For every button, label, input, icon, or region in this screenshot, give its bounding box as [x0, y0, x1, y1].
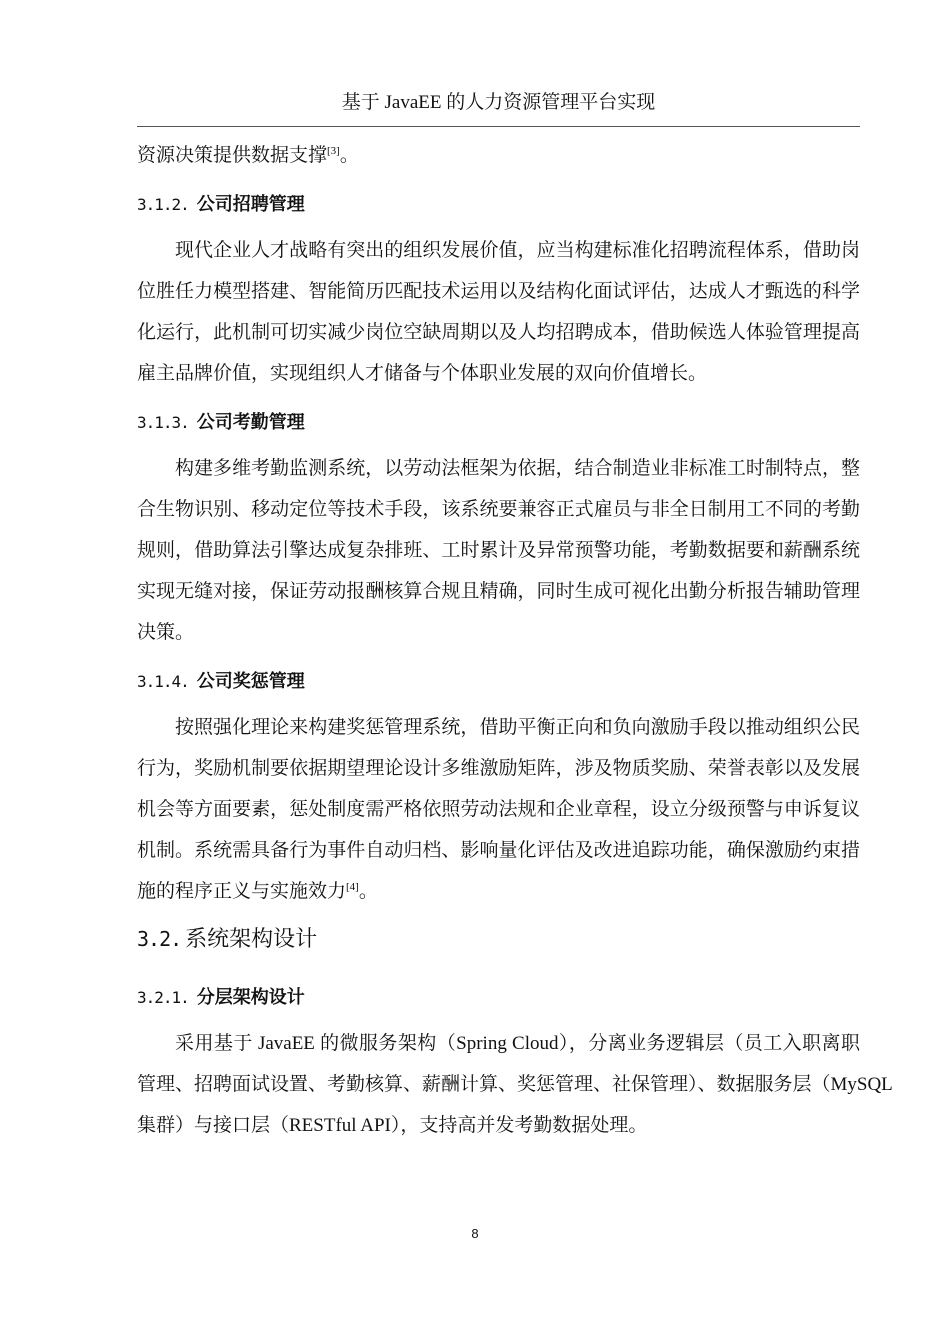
paragraph-line	[137, 748, 860, 789]
paragraph-line	[137, 1105, 860, 1146]
line-text: 资源决策提供数据支撑	[137, 144, 328, 166]
subsection-heading	[137, 653, 860, 707]
citation-ref: [3]	[327, 144, 340, 157]
line-punct: 。	[358, 880, 378, 902]
line-text: 集群）与接口层（RESTful API），支持高并发考勤数据处理。	[137, 1114, 648, 1136]
line-text: 规则，借助算法引擎达成复杂排班、工时累计及异常预警功能，考勤数据要和薪酬系统	[137, 539, 860, 561]
line-text: 合生物识别、移动定位等技术手段，该系统要兼容正式雇员与非全日制用工不同的考勤	[137, 498, 860, 520]
citation-ref: [4]	[346, 880, 359, 893]
paragraph	[137, 707, 860, 912]
paragraph	[137, 1023, 893, 1146]
paragraph-line	[137, 271, 860, 312]
paragraph	[137, 135, 860, 176]
line-text: 机制。系统需具备行为事件自动归档、影响量化评估及改进追踪功能，确保激励约束措	[137, 839, 860, 861]
line-text: 按照强化理论来构建奖惩管理系统，借助平衡正向和负向激励手段以推动组织公民	[175, 716, 860, 738]
paragraph-line	[137, 135, 860, 176]
paragraph	[137, 448, 860, 653]
subsection-heading	[137, 969, 860, 1023]
heading-title: 系统架构设计	[185, 926, 318, 952]
paragraph	[137, 230, 860, 394]
line-text: 雇主品牌价值，实现组织人才储备与个体职业发展的双向价值增长。	[137, 362, 708, 384]
page-number: 8	[471, 1226, 479, 1241]
line-text: 施的程序正义与实施效力	[137, 880, 347, 902]
paragraph-line	[137, 612, 860, 653]
heading-number: 3.1.3.	[137, 412, 189, 432]
paragraph-line	[137, 830, 860, 871]
line-text: 现代企业人才战略有突出的组织发展价值，应当构建标准化招聘流程体系，借助岗	[175, 239, 860, 261]
line-text: 决策。	[137, 621, 195, 643]
paragraph-line	[137, 1064, 893, 1105]
heading-title: 公司招聘管理	[196, 193, 305, 215]
heading-title: 分层架构设计	[196, 986, 305, 1008]
paragraph-line	[137, 530, 860, 571]
line-text: 位胜任力模型搭建、智能简历匹配技术运用以及结构化面试评估，达成人才甄选的科学	[137, 280, 860, 302]
paragraph-line	[137, 489, 860, 530]
heading-number: 3.2.	[137, 926, 182, 951]
line-text: 采用基于 JavaEE 的微服务架构（Spring Cloud），分离业务逻辑层（员工入职离职	[175, 1032, 860, 1054]
line-text: 管理、招聘面试设置、考勤核算、薪酬计算、奖惩管理、社保管理）、数据服务层（MySQL	[137, 1073, 893, 1095]
paragraph-line	[137, 230, 860, 271]
heading-number: 3.1.4.	[137, 671, 189, 691]
heading-number: 3.2.1.	[137, 987, 189, 1007]
running-header: 基于 JavaEE 的人力资源管理平台实现	[341, 92, 656, 113]
paragraph-line	[137, 707, 860, 748]
header-rule	[137, 126, 860, 127]
paragraph-line	[137, 571, 860, 612]
heading-title: 公司奖惩管理	[196, 670, 305, 692]
line-text: 机会等方面要素，惩处制度需严格依照劳动法规和企业章程，设立分级预警与申诉复议	[137, 798, 860, 820]
document-body	[137, 135, 893, 1146]
line-text: 化运行，此机制可切实减少岗位空缺周期以及人均招聘成本，借助候选人体验管理提高	[137, 321, 860, 343]
paragraph-line	[137, 353, 860, 394]
line-punct: 。	[339, 144, 359, 166]
paragraph-line	[137, 1023, 860, 1064]
paragraph-line	[137, 789, 860, 830]
paragraph-line	[137, 871, 860, 912]
heading-title: 公司考勤管理	[196, 411, 305, 433]
section-heading	[137, 912, 860, 969]
paragraph-line	[137, 448, 860, 489]
subsection-heading	[137, 176, 860, 230]
heading-number: 3.1.2.	[137, 194, 189, 214]
line-text: 行为，奖励机制要依据期望理论设计多维激励矩阵，涉及物质奖励、荣誉表彰以及发展	[137, 757, 860, 779]
subsection-heading	[137, 394, 860, 448]
line-text: 实现无缝对接，保证劳动报酬核算合规且精确，同时生成可视化出勤分析报告辅助管理	[137, 580, 860, 602]
line-text: 构建多维考勤监测系统，以劳动法框架为依据，结合制造业非标准工时制特点，整	[175, 457, 860, 479]
paragraph-line	[137, 312, 860, 353]
